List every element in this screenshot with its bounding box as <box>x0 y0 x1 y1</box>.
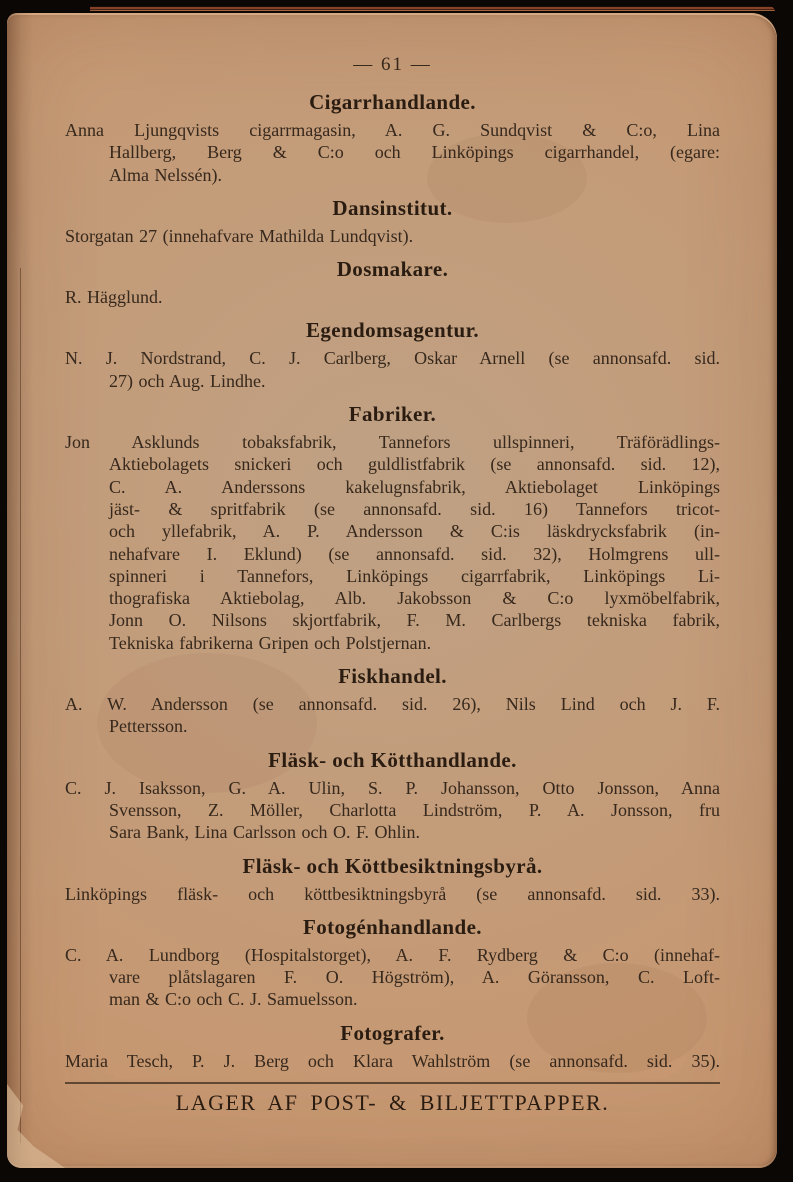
body-line: Hallberg, Berg & C:o och Linköpings cigarrhandel, (egare: <box>109 142 720 163</box>
page-number: — 61 — <box>353 54 432 75</box>
section-heading-fl-sk-och-k-ttbesiktningsbyr: Fläsk- och Köttbesiktningsbyrå. <box>242 853 543 878</box>
body-line: Sara Bank, Lina Carlsson och O. F. Ohlin. <box>109 822 421 843</box>
section-heading-dosmakare: Dosmakare. <box>336 257 449 282</box>
section-heading-egendomsagentur: Egendomsagentur. <box>305 318 480 343</box>
body-line: 27) och Aug. Lindhe. <box>109 370 266 391</box>
scanned-page <box>7 13 777 1168</box>
section-heading-cigarrhandlande: Cigarrhandlande. <box>309 90 476 114</box>
page-content <box>65 13 720 1117</box>
body-line: N. J. Nordstrand, C. J. Carlberg, Oskar Arnell (se annonsafd. sid. <box>65 348 720 369</box>
body-line: Aktiebolagets snickeri och guldlistfabrik (se annonsafd. sid. 12), <box>109 454 720 475</box>
body-line: thografiska Aktiebolag, Alb. Jakobsson & C:o lyxmöbelfabrik, <box>109 588 720 609</box>
body-line: Svensson, Z. Möller, Charlotta Lindström, P. A. Jonsson, fru <box>109 799 720 820</box>
body-line: nehafvare I. Eklund) (se annonsafd. sid. 32), Holmgrens ull- <box>109 543 720 564</box>
section-heading-dansinstitut: Dansinstitut. <box>332 195 453 220</box>
body-line: A. W. Andersson (se annonsafd. sid. 26), Nils Lind och J. F. <box>65 694 720 715</box>
body-line: Anna Ljungqvists cigarrmagasin, A. G. Sundqvist & C:o, Lina <box>65 120 720 140</box>
section-heading-fotog-nhandlande: Fotogénhandlande. <box>303 914 482 939</box>
body-line: Tekniska fabrikerna Gripen och Polstjernan. <box>109 632 432 653</box>
section-heading-fotografer: Fotografer. <box>340 1020 445 1045</box>
page-stack-edge <box>90 6 775 12</box>
section-heading-fl-sk-och-k-tthandlande: Fläsk- och Kötthandlande. <box>268 747 517 772</box>
body-line: C. J. Isaksson, G. A. Ulin, S. P. Johansson, Otto Jonsson, Anna <box>65 777 720 798</box>
section-heading-fiskhandel: Fiskhandel. <box>338 664 447 689</box>
footer-rule <box>65 1082 720 1084</box>
body-line: jäst- & spritfabrik (se annonsafd. sid. 16) Tannefors tricot- <box>109 498 720 519</box>
body-line: och yllefabrik, A. P. Andersson & C:is läskdrycksfabrik (in- <box>109 521 720 542</box>
body-line: Alma Nelssén). <box>109 164 222 185</box>
body-line: R. Hägglund. <box>65 287 163 308</box>
sections <box>65 89 720 1072</box>
body-line: Linköpings fläsk- och köttbesiktningsbyrå (se annonsafd. sid. 33). <box>65 883 720 904</box>
body-line: Pettersson. <box>109 716 188 737</box>
body-line: vare plåtslagaren F. O. Högström), A. Göransson, C. Loft- <box>109 967 720 988</box>
body-line: spinneri i Tannefors, Linköpings cigarrfabrik, Linköpings Li- <box>109 565 720 586</box>
body-line: Jonn O. Nilsons skjortfabrik, F. M. Carlbergs tekniska fabrik, <box>109 610 720 631</box>
gutter-crease <box>20 268 21 1143</box>
body-line: Jon Asklunds tobaksfabrik, Tannefors ullspinneri, Träförädlings- <box>65 432 720 453</box>
body-line: Maria Tesch, P. J. Berg och Klara Wahlström (se annonsafd. sid. 35). <box>65 1050 720 1071</box>
body-line: man & C:o och C. J. Samuelsson. <box>109 989 358 1010</box>
section-heading-fabriker: Fabriker. <box>348 402 437 427</box>
body-line: Storgatan 27 (innehafvare Mathilda Lundqvist). <box>65 225 414 246</box>
body-line: C. A. Lundborg (Hospitalstorget), A. F. Rydberg & C:o (innehaf- <box>65 944 720 965</box>
footer-advert: LAGER AF POST- & BILJETTPAPPER. <box>175 1090 610 1116</box>
body-line: C. A. Anderssons kakelugnsfabrik, Aktiebolaget Linköpings <box>109 476 720 497</box>
